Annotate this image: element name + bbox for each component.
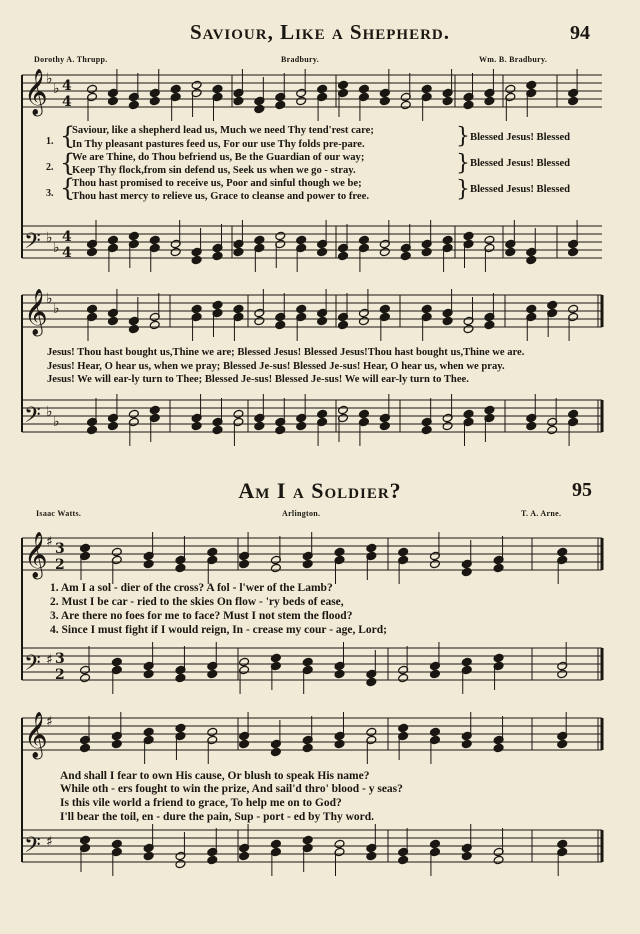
note-head [175, 673, 186, 683]
verse-number: 2. [46, 162, 54, 173]
note-head [296, 421, 307, 431]
note-head [421, 425, 432, 435]
note-head [149, 320, 160, 330]
note-head [107, 235, 118, 245]
note-head [111, 657, 122, 667]
note-head [233, 409, 244, 419]
note-head [358, 409, 369, 419]
hymn-94-author: Dorothy A. Thrupp. [34, 55, 108, 64]
note-head [302, 835, 313, 845]
hymn-94-title: Saviour, Like a Shepherd. [189, 20, 451, 44]
stanza-line: 3. Are there no foes for me to face? Must I not stem the flood? [50, 610, 353, 622]
note-head [128, 324, 139, 334]
note-head [484, 320, 495, 330]
time-signature: 4 [62, 78, 72, 94]
note-head [421, 84, 432, 94]
note-head [128, 409, 139, 419]
note-head [493, 855, 504, 865]
stanza-line: 4. Since I must fight if I would reign, In - crease my cour - age, Lord; [50, 624, 388, 636]
note-head [484, 235, 495, 245]
verse-number: 1. [46, 136, 54, 147]
sharp-icon: ♯ [46, 652, 53, 668]
note-head [170, 247, 181, 257]
note-head [358, 84, 369, 94]
note-head [296, 96, 307, 106]
note-head [461, 567, 472, 577]
note-head [143, 851, 154, 861]
note-head [379, 421, 390, 431]
note-head [463, 100, 474, 110]
note-head [233, 304, 244, 314]
hymn-95-composer: T. A. Arne. [521, 509, 562, 518]
note-head [505, 84, 516, 94]
time-signature: 3 [55, 541, 65, 557]
treble-clef-icon: 𝄞 [24, 289, 48, 335]
sharp-icon: ♯ [46, 714, 53, 730]
note-head [128, 100, 139, 110]
refrain-line: Jesus! Hear, O hear us, when we pray; Blessed Je-sus! Blessed Je-sus! Hear, O hear us, when we pray. [47, 361, 505, 372]
note-head [275, 231, 286, 241]
note-head [207, 727, 218, 737]
note-head [379, 247, 390, 257]
note-head [366, 851, 377, 861]
note-head [442, 96, 453, 106]
note-head [338, 405, 349, 415]
note-head [143, 669, 154, 679]
note-head [87, 84, 98, 94]
note-head [302, 657, 313, 667]
note-head [398, 547, 409, 557]
note-head [484, 96, 495, 106]
time-signature: 4 [62, 94, 72, 110]
note-head [557, 839, 568, 849]
note-head [338, 80, 349, 90]
note-head [80, 673, 91, 683]
note-head [358, 316, 369, 326]
verse-brace: { [60, 174, 76, 202]
note-head [207, 547, 218, 557]
note-head [421, 247, 432, 257]
stanza-line: 1. Am I a sol - dier of the cross? A fol - l'wer of the Lamb? [50, 582, 333, 594]
note-head [191, 80, 202, 90]
stanza-line-2: While oth - ers fought to win the prize, And sail'd thro' blood - y seas? [60, 783, 403, 795]
flat-icon: ♭ [53, 240, 60, 256]
refrain-line: Jesus! We will ear-ly turn to Thee; Blessed Je-sus! Blessed Je-sus! We will ear-ly turn to Thee. [47, 374, 469, 385]
hymn-95-title: Am I a Soldier? [238, 478, 402, 503]
note-head [429, 669, 440, 679]
hymn-94-composer: Wm. B. Bradbury. [479, 55, 548, 64]
refrain-line: Jesus! Thou hast bought us,Thine we are; Blessed Jesus! Blessed Jesus!Thou hast bought us,Thine we are. [47, 347, 525, 358]
note-head [526, 255, 537, 265]
note-head [463, 231, 474, 241]
verse-brace: { [60, 122, 76, 150]
verse-line: Thou hast promised to receive us, Poor and sinful though we be; [72, 178, 362, 189]
note-head [175, 563, 186, 573]
note-head [191, 421, 202, 431]
hymn-95-number: 95 [572, 479, 592, 501]
bass-clef-icon: 𝄢 [24, 229, 41, 259]
bass-clef-icon: 𝄢 [24, 833, 41, 863]
verse-line: In Thy pleasant pastures feed us, For our use Thy folds pre-pare. [72, 139, 365, 150]
note-head [212, 425, 223, 435]
note-head [302, 559, 313, 569]
note-head [429, 727, 440, 737]
note-head [526, 421, 537, 431]
note-head [143, 727, 154, 737]
note-head [463, 409, 474, 419]
hymn-94-tune: Bradbury. [281, 55, 320, 64]
note-head [484, 405, 495, 415]
note-head [107, 316, 118, 326]
stanza-line-2: Is this vile world a friend to grace, To help me on to God? [60, 797, 342, 809]
note-head [568, 247, 579, 257]
note-head [212, 84, 223, 94]
time-signature: 2 [55, 557, 65, 573]
note-head [526, 80, 537, 90]
verse-line: Saviour, like a shepherd lead us, Much we need Thy tend'rest care; [72, 125, 374, 136]
note-head [275, 320, 286, 330]
note-head [568, 304, 579, 314]
note-head [429, 559, 440, 569]
note-head [170, 84, 181, 94]
note-head [317, 409, 328, 419]
note-head [334, 547, 345, 557]
note-head [366, 677, 377, 687]
stanza-line-2: And shall I fear to own His cause, Or blush to speak His name? [60, 770, 370, 782]
flat-icon: ♭ [53, 301, 60, 317]
note-head [557, 739, 568, 749]
note-head [254, 421, 265, 431]
note-head [568, 96, 579, 106]
note-head [338, 251, 349, 261]
note-head [302, 743, 313, 753]
note-head [233, 96, 244, 106]
note-head [143, 559, 154, 569]
note-head [239, 739, 250, 749]
note-head [212, 251, 223, 261]
verse-number: 3. [46, 188, 54, 199]
note-head [398, 723, 409, 733]
note-head [233, 247, 244, 257]
note-head [107, 96, 118, 106]
note-head [107, 421, 118, 431]
note-head [207, 669, 218, 679]
note-head [175, 859, 186, 869]
note-head [128, 231, 139, 241]
sharp-icon: ♯ [46, 534, 53, 550]
note-head [270, 747, 281, 757]
note-head [239, 851, 250, 861]
note-head [526, 304, 537, 314]
note-head [547, 425, 558, 435]
note-head [358, 235, 369, 245]
time-signature: 2 [55, 667, 65, 683]
note-head [191, 304, 202, 314]
note-head [461, 657, 472, 667]
note-head [461, 851, 472, 861]
note-head [111, 547, 122, 557]
refrain-start: Blessed Jesus! Blessed [470, 132, 571, 143]
sharp-icon: ♯ [46, 834, 53, 850]
time-signature: 4 [62, 229, 72, 245]
note-head [379, 96, 390, 106]
note-head [80, 743, 91, 753]
note-head [493, 563, 504, 573]
note-head [270, 839, 281, 849]
stanza-line-2: I'll bear the toil, en - dure the pain, Sup - port - ed by Thy word. [60, 811, 375, 823]
note-head [398, 673, 409, 683]
note-head [366, 543, 377, 553]
note-head [149, 96, 160, 106]
note-head [149, 405, 160, 415]
note-head [317, 316, 328, 326]
bass-clef-icon: 𝄢 [24, 403, 41, 433]
note-head [421, 304, 432, 314]
note-head [400, 100, 411, 110]
note-head [442, 316, 453, 326]
flat-icon: ♭ [46, 71, 53, 87]
note-head [254, 316, 265, 326]
note-head [493, 743, 504, 753]
verse-brace: { [60, 149, 76, 177]
note-head [296, 235, 307, 245]
note-head [463, 324, 474, 334]
note-head [334, 839, 345, 849]
note-head [254, 104, 265, 114]
note-head [379, 304, 390, 314]
treble-clef-icon: 𝄞 [24, 532, 48, 578]
note-head [270, 563, 281, 573]
note-head [442, 421, 453, 431]
note-head [400, 251, 411, 261]
note-head [270, 653, 281, 663]
note-head [275, 100, 286, 110]
flat-icon: ♭ [46, 230, 53, 246]
note-head [317, 247, 328, 257]
refrain-start: Blessed Jesus! Blessed [470, 184, 571, 195]
verse-line: We are Thine, do Thou befriend us, Be the Guardian of our way; [72, 152, 365, 163]
note-head [366, 727, 377, 737]
note-head [334, 669, 345, 679]
note-head [568, 409, 579, 419]
flat-icon: ♭ [53, 81, 60, 97]
note-head [317, 84, 328, 94]
note-head [398, 855, 409, 865]
refrain-brace: } [456, 177, 470, 202]
note-head [212, 300, 223, 310]
note-head [338, 320, 349, 330]
note-head [87, 425, 98, 435]
note-head [429, 839, 440, 849]
hymn-95-tune: Arlington. [282, 509, 321, 518]
note-head [207, 855, 218, 865]
note-head [239, 559, 250, 569]
flat-icon: ♭ [46, 291, 53, 307]
note-head [547, 300, 558, 310]
refrain-start: Blessed Jesus! Blessed [470, 158, 571, 169]
flat-icon: ♭ [53, 414, 60, 430]
note-head [296, 304, 307, 314]
treble-clef-icon: 𝄞 [24, 712, 48, 758]
treble-clef-icon: 𝄞 [24, 69, 48, 115]
note-head [557, 547, 568, 557]
note-head [87, 304, 98, 314]
note-head [111, 839, 122, 849]
note-head [80, 543, 91, 553]
refrain-brace: } [456, 151, 470, 176]
note-head [275, 425, 286, 435]
flat-icon: ♭ [46, 404, 53, 420]
stanza-line: 2. Must I be car - ried to the skies On flow - 'ry beds of ease, [50, 596, 344, 608]
note-head [442, 235, 453, 245]
hymn-95-author: Isaac Watts. [36, 509, 82, 518]
note-head [505, 247, 516, 257]
verse-line: Keep Thy flock,from sin defend us, Seek us when we go - stray. [72, 165, 356, 176]
note-head [493, 653, 504, 663]
time-signature: 3 [55, 651, 65, 667]
note-head [111, 739, 122, 749]
bass-clef-icon: 𝄢 [24, 651, 41, 681]
note-head [191, 255, 202, 265]
note-head [80, 835, 91, 845]
time-signature: 4 [62, 245, 72, 261]
refrain-brace: } [456, 124, 470, 149]
hymn-94-number: 94 [570, 22, 590, 44]
note-head [87, 247, 98, 257]
note-head [557, 669, 568, 679]
note-head [175, 723, 186, 733]
note-head [239, 657, 250, 667]
verse-line: Thou hast mercy to relieve us, Grace to cleanse and power to free. [72, 191, 369, 202]
note-head [149, 235, 160, 245]
note-head [254, 235, 265, 245]
note-head [461, 739, 472, 749]
note-head [334, 739, 345, 749]
